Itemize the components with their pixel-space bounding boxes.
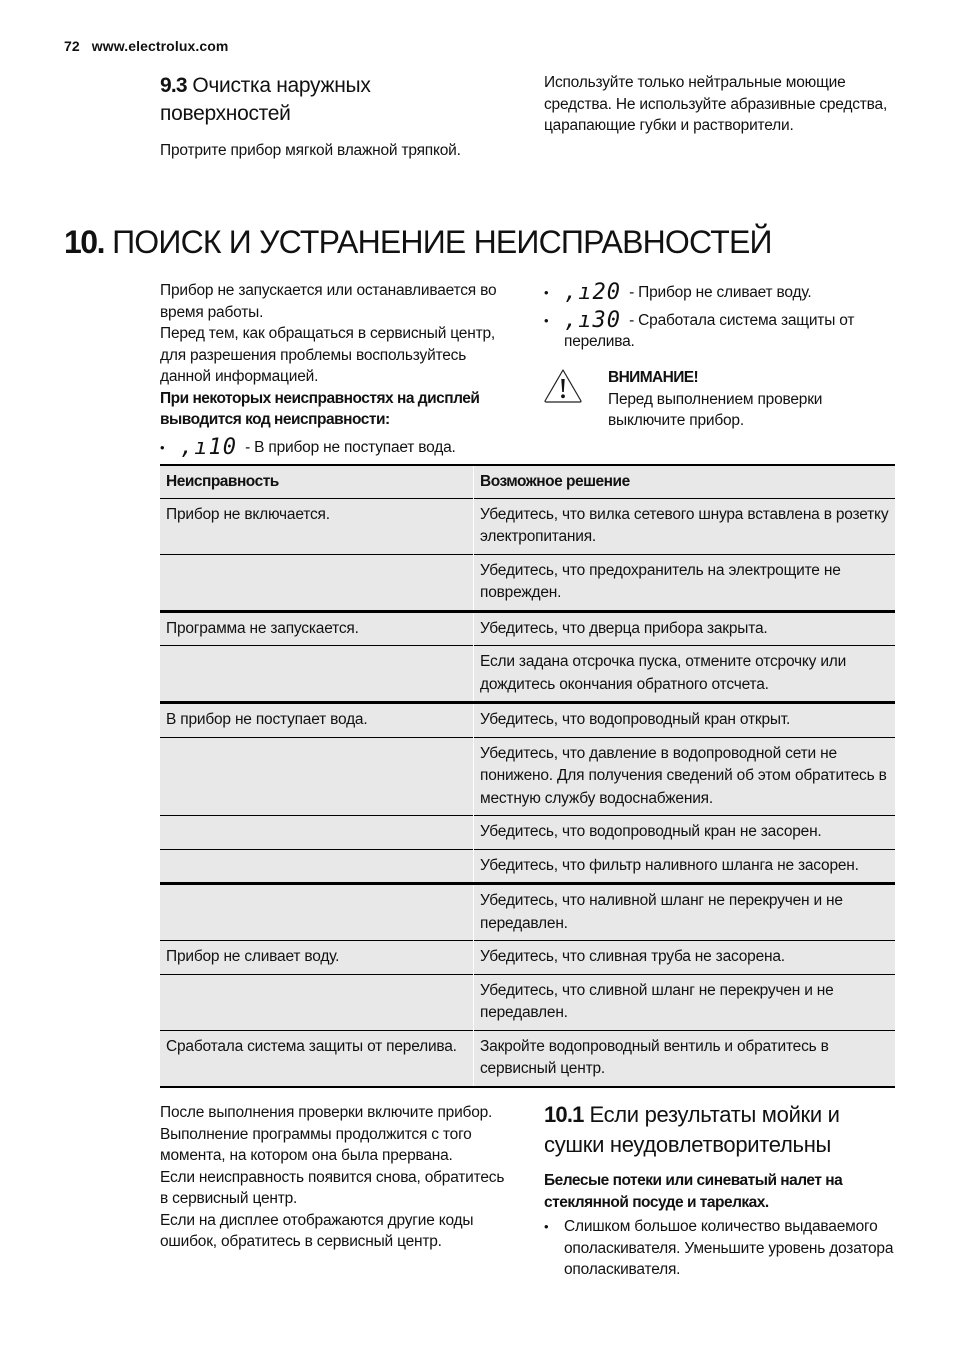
section-10-heading <box>64 222 772 262</box>
section-title-line1: Если результаты мойки и <box>589 1102 840 1127</box>
solution-cell: Убедитесь, что вилка сетевого шнура вставлена в розетку электропитания. <box>480 505 889 545</box>
problem-cell <box>160 816 474 850</box>
table-row <box>160 737 895 816</box>
problem-cell <box>160 849 474 884</box>
table-row <box>160 703 895 738</box>
section-number: 9.3 <box>160 74 187 97</box>
column-header-problem: Неисправность <box>160 465 474 498</box>
problem-cell: Прибор не включается. <box>160 498 474 554</box>
warning-triangle-icon <box>543 368 583 404</box>
problem-cell <box>160 974 474 1030</box>
error-code-text: - Прибор не сливает воду. <box>629 284 812 301</box>
table-row <box>160 816 895 850</box>
solution-cell: Убедитесь, что давление в водопроводной сети не понижено. Для получения сведений об этом обратитесь в местную службу водоснабжения. <box>480 744 887 807</box>
section-title-line2: поверхностей <box>160 102 291 125</box>
problem-cell <box>160 646 474 703</box>
table-header-row <box>160 465 895 498</box>
after-check-text <box>160 1102 515 1253</box>
intro-bold-text: При некоторых неисправностях на дисплей выводится код неисправности: <box>160 389 480 428</box>
table-row <box>160 1030 895 1087</box>
intro-block <box>160 280 510 458</box>
solution-cell: Убедитесь, что предохранитель на электрощите не поврежден. <box>480 561 841 601</box>
solution-cell: Убедитесь, что сливная труба не засорена. <box>480 948 785 965</box>
section-number: 10.1 <box>544 1102 584 1127</box>
solution-cell: Закройте водопроводный вентиль и обратитесь в сервисный центр. <box>480 1037 829 1077</box>
section-9-3-text: Протрите прибор мягкой влажной тряпкой. <box>160 142 461 159</box>
table-row <box>160 849 895 884</box>
table-row <box>160 554 895 611</box>
error-code-text: - Сработала система защиты от перелива. <box>564 311 855 350</box>
error-code-display: ,ı10 <box>180 434 237 460</box>
table-row <box>160 646 895 703</box>
section-title-line2: сушки неудовлетворительны <box>544 1132 832 1157</box>
site-url: www.electrolux.com <box>91 38 229 54</box>
section-10-1-heading <box>544 1100 904 1160</box>
solution-cell: Убедитесь, что наливной шланг не перекручен и не передавлен. <box>480 892 843 932</box>
solution-cell: Убедитесь, что сливной шланг не перекручен и не передавлен. <box>480 981 834 1021</box>
error-code-item <box>544 307 894 353</box>
column-header-solution: Возможное решение <box>480 473 630 490</box>
problem-cell <box>160 554 474 611</box>
section-number: 10. <box>64 224 104 260</box>
troubleshooting-table <box>160 464 895 1088</box>
page-number: 72 <box>64 38 80 54</box>
section-9-3-right-text: Используйте только нейтральные моющие средства. Не используйте абразивные средства, царапающие губки и растворители. <box>544 74 888 134</box>
problem-cell <box>160 884 474 941</box>
table-row <box>160 884 895 941</box>
section-10-1-subheading: Белесые потеки или синеватый налет на стеклянной посуде и тарелках. <box>544 1172 843 1211</box>
intro-text-2: Перед тем, как обращаться в сервисный центр, для разрешения проблемы воспользуйтесь данной информацией. <box>160 325 496 385</box>
section-title: ПОИСК И УСТРАНЕНИЕ НЕИСПРАВНОСТЕЙ <box>112 224 772 260</box>
solution-cell: Если задана отсрочка пуска, отмените отсрочку или дождитесь окончания обратного отсчета. <box>480 653 847 693</box>
error-code-item <box>544 282 894 304</box>
after-text-2: Если неисправность появится снова, обратитесь в сервисный центр. <box>160 1168 505 1207</box>
section-title-line1: Очистка наружных <box>192 74 371 97</box>
table-row <box>160 498 895 554</box>
error-code-display: ,ı30 <box>564 307 621 333</box>
problem-cell <box>160 737 474 816</box>
warning-text: Перед выполнением проверки выключите прибор. <box>608 390 823 429</box>
error-code-item <box>160 434 510 460</box>
table-row <box>160 611 895 646</box>
error-codes-right <box>544 282 894 353</box>
section-9-3-heading <box>160 72 520 128</box>
problem-cell: Прибор не сливает воду. <box>160 941 474 975</box>
solution-cell: Убедитесь, что водопроводный кран не засорен. <box>480 823 822 840</box>
after-text-3: Если на дисплее отображаются другие коды ошибок, обратитесь в сервисный центр. <box>160 1211 474 1250</box>
solution-cell: Убедитесь, что фильтр наливного шланга не засорен. <box>480 856 859 874</box>
error-code-text: - В прибор не поступает вода. <box>245 438 456 456</box>
problem-cell: В прибор не поступает вода. <box>160 703 474 738</box>
warning-title: ВНИМАНИЕ! <box>608 369 699 386</box>
table-row <box>160 974 895 1030</box>
error-code-display: ,ı20 <box>564 280 621 305</box>
after-text-1: После выполнения проверки включите прибор. Выполнение программы продолжится с того момента, на котором она была прервана. <box>160 1104 493 1164</box>
section-10-1-bullets <box>544 1216 896 1281</box>
list-item: • Слишком большое количество выдаваемого ополаскивателя. Уменьшите уровень дозатора ополаскивателя. <box>544 1216 896 1281</box>
problem-cell: Сработала система защиты от перелива. <box>160 1030 474 1087</box>
page-header <box>64 38 228 54</box>
solution-cell: Убедитесь, что водопроводный кран открыт. <box>480 711 791 728</box>
table-row <box>160 941 895 975</box>
warning-block <box>608 367 898 432</box>
intro-text-1: Прибор не запускается или останавливается во время работы. <box>160 282 497 321</box>
solution-cell: Убедитесь, что дверца прибора закрыта. <box>480 619 768 637</box>
problem-cell: Программа не запускается. <box>160 611 474 646</box>
